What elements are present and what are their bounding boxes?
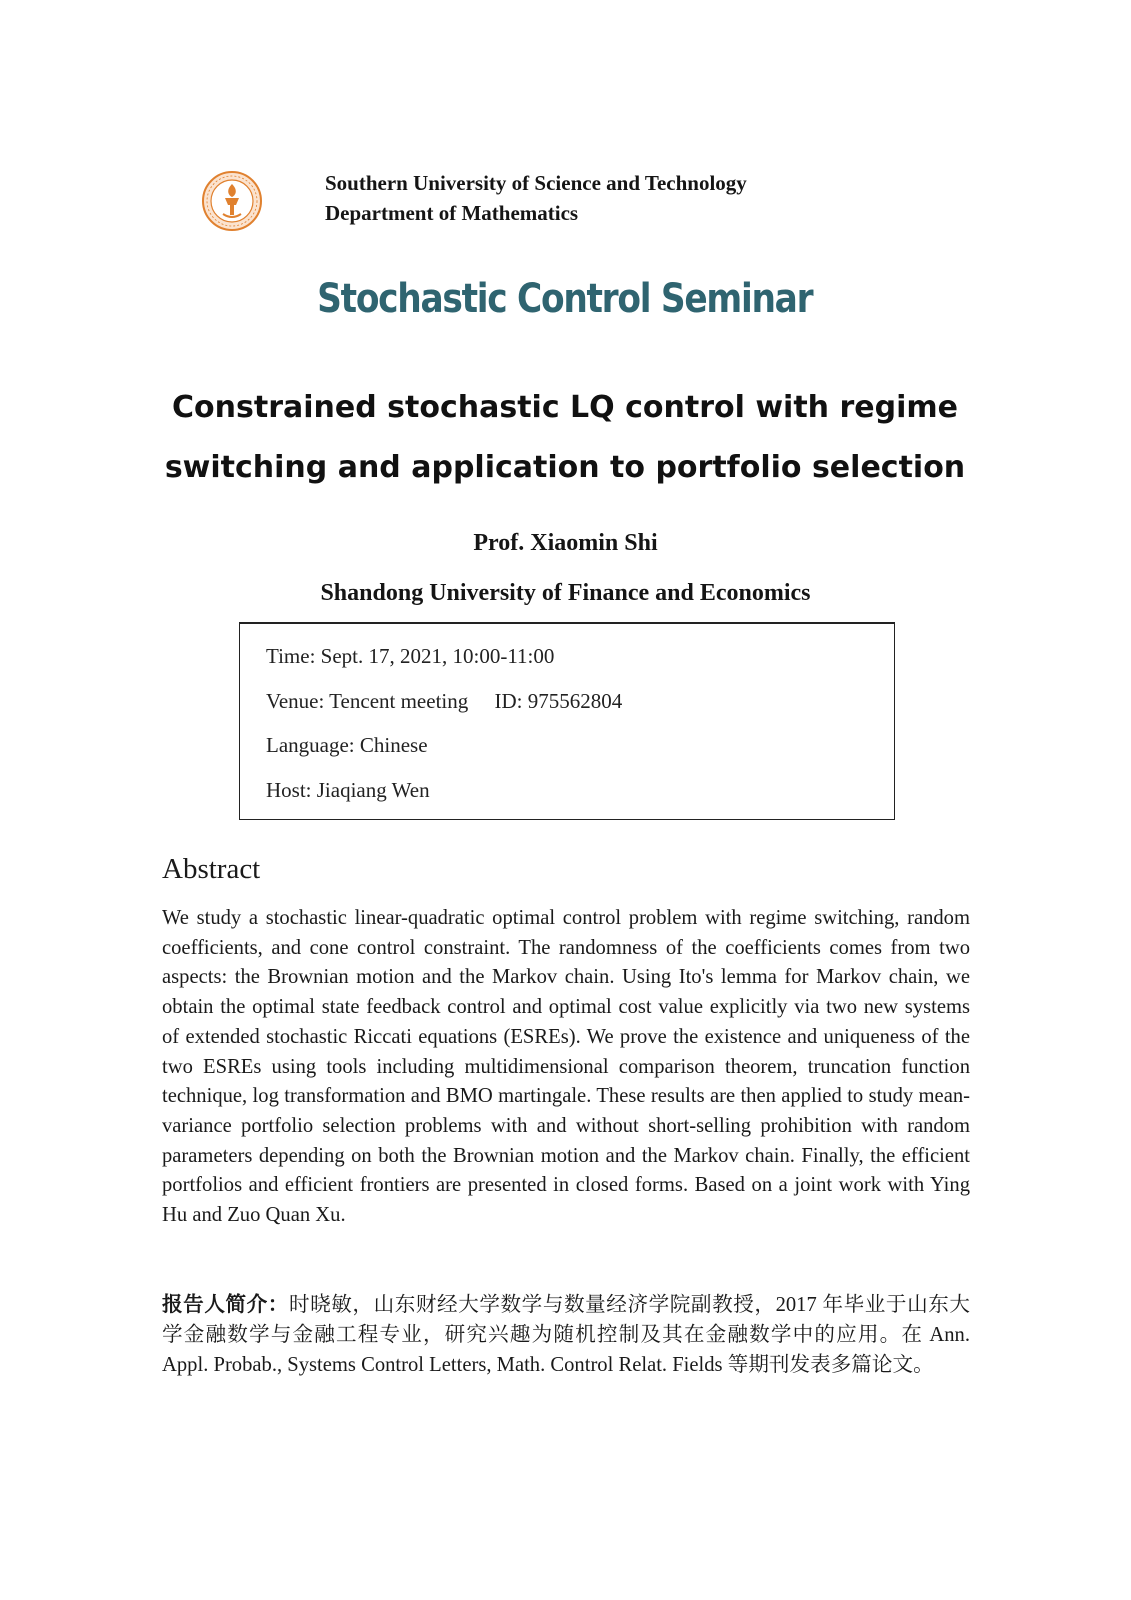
- seminar-title: Stochastic Control Seminar: [317, 276, 813, 322]
- university-name: Southern University of Science and Technology: [325, 171, 747, 195]
- talk-title-line-1: Constrained stochastic LQ control with regime: [172, 390, 958, 425]
- abstract-text: We study a stochastic linear-quadratic optimal control problem with regime switching, random coefficients, and cone control constraint. The randomness of the coefficients comes from two aspects: the Brownian motion and the Markov chain. Using Ito's lemma for Markov chain, we obtain the optimal state feedback control and optimal cost value explicitly via two new systems of extended stochastic Riccati equations (ESREs). We prove the existence and uniqueness of the two ESREs using tools including multidimensional comparison theorem, truncation function technique, log transformation and BMO martingale. These results are then applied to study mean-variance portfolio selection problems with and without short-selling prohibition with random parameters depending on both the Brownian motion and the Markov chain. Finally, the efficient portfolios and efficient frontiers are presented in closed forms. Based on a joint work with Ying Hu and Zuo Quan Xu.: [162, 907, 970, 1227]
- info-host: Host: Jiaqiang Wen: [266, 778, 430, 802]
- department-name: Department of Mathematics: [325, 201, 579, 225]
- talk-title-line-2: switching and application to portfolio selection: [164, 450, 966, 485]
- info-language: Language: Chinese: [266, 733, 428, 757]
- bio-text: 时晓敏，山东财经大学数学与数量经济学院副教授，2017 年毕业于山东大学金融数学与金融工程专业，研究兴趣为随机控制及其在金融数学中的应用。在 Ann. Appl. Probab., Systems Control Letters, Math. Control Relat. Fields 等期刊发表多篇论文。: [162, 1294, 970, 1376]
- info-venue: Venue: Tencent meeting ID: 975562804: [266, 689, 623, 713]
- bio-label: 报告人简介：: [162, 1294, 289, 1316]
- event-info-box: [239, 622, 895, 820]
- university-logo-icon: [201, 170, 263, 232]
- speaker-bio: [162, 1290, 970, 1380]
- abstract-heading: Abstract: [162, 853, 261, 885]
- info-time: Time: Sept. 17, 2021, 10:00-11:00: [266, 644, 555, 668]
- speaker-name: Prof. Xiaomin Shi: [473, 530, 658, 556]
- talk-title: [150, 378, 980, 498]
- speaker-affiliation: Shandong University of Finance and Economics: [320, 580, 811, 606]
- speaker-block: [0, 518, 1131, 618]
- header-block: [325, 168, 747, 228]
